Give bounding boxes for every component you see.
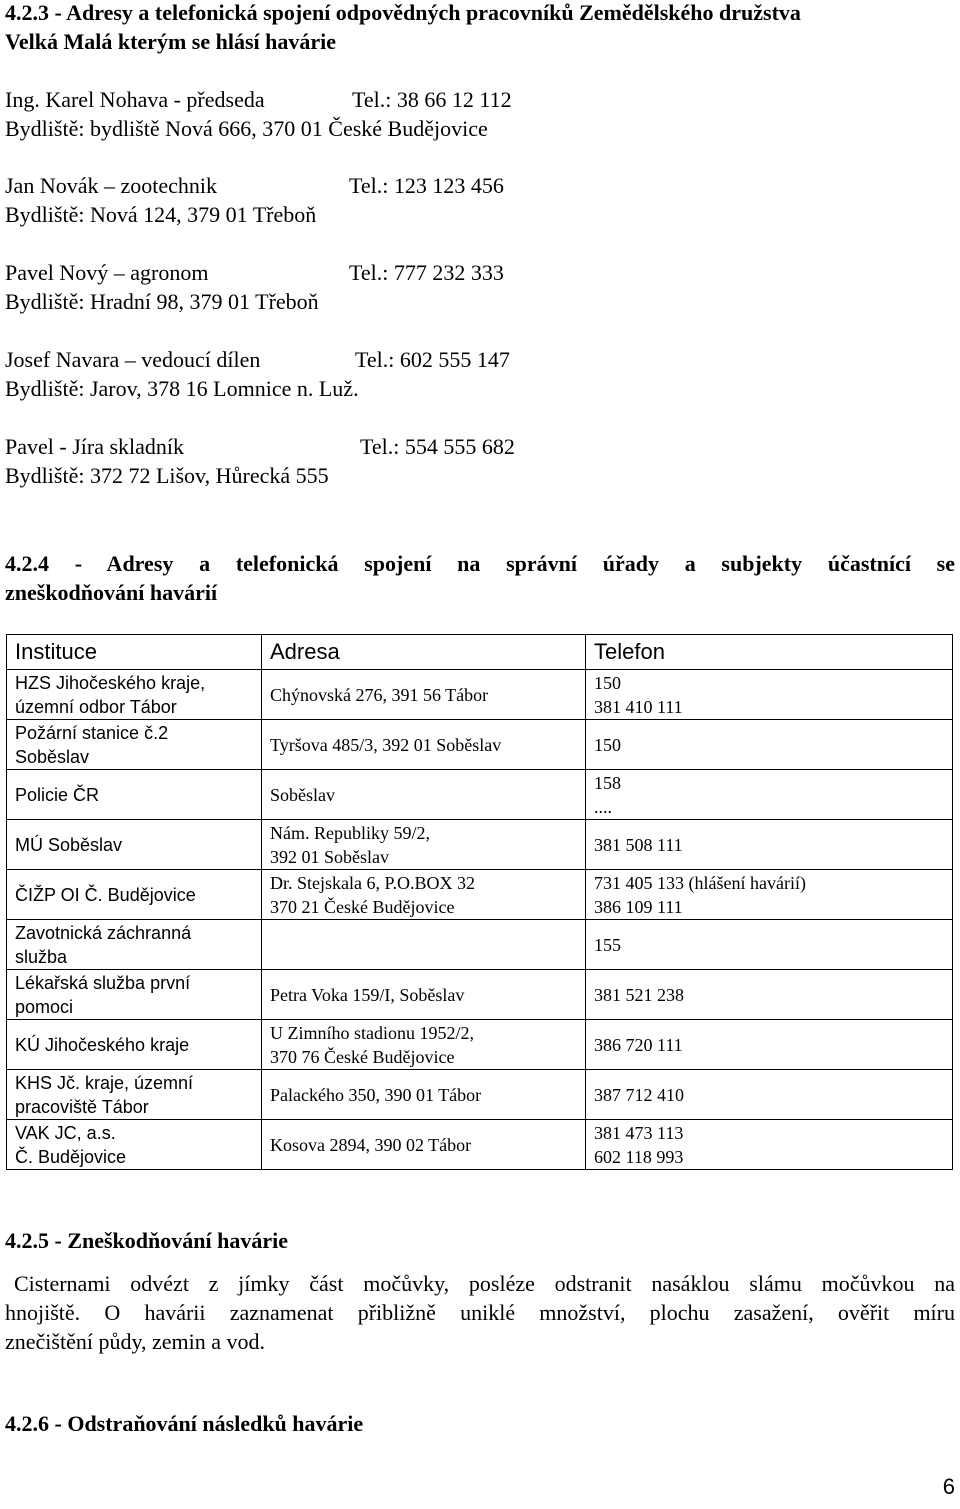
cell-instituce: MÚ Soběslav bbox=[7, 820, 262, 870]
cell-telefon: 150 bbox=[586, 720, 953, 770]
table-header-row bbox=[7, 635, 953, 670]
contact-address: Bydliště: bydliště Nová 666, 370 01 České Budějovice bbox=[5, 116, 488, 141]
cell-adresa: Dr. Stejskala 6, P.O.BOX 32 370 21 České Budějovice bbox=[262, 870, 586, 920]
column-header-telefon: Telefon bbox=[586, 635, 953, 670]
section-425-heading: 4.2.5 - Zneškodňování havárie bbox=[5, 1228, 288, 1253]
contact-tel: Tel.: 123 123 456 bbox=[349, 173, 504, 198]
contact-name: Jan Novák – zootechnik bbox=[5, 173, 217, 198]
cell-telefon: 150 381 410 111 bbox=[586, 670, 953, 720]
contact-address: Bydliště: 372 72 Lišov, Hůrecká 555 bbox=[5, 463, 329, 488]
cell-instituce: ČIŽP OI Č. Budějovice bbox=[7, 870, 262, 920]
contact-address: Bydliště: Hradní 98, 379 01 Třeboň bbox=[5, 289, 319, 314]
contact-name: Pavel Nový – agronom bbox=[5, 260, 209, 285]
cell-adresa bbox=[262, 920, 586, 970]
section-426-heading: 4.2.6 - Odstraňování následků havárie bbox=[5, 1411, 364, 1436]
institutions-table bbox=[6, 634, 953, 1170]
cell-telefon: 731 405 133 (hlášení havárií) 386 109 111 bbox=[586, 870, 953, 920]
cell-telefon: 386 720 111 bbox=[586, 1020, 953, 1070]
cell-adresa: Soběslav bbox=[262, 770, 586, 820]
cell-adresa: Tyršova 485/3, 392 01 Soběslav bbox=[262, 720, 586, 770]
contact-tel: Tel.: 554 555 682 bbox=[360, 434, 515, 459]
section-423-heading-line2: Velká Malá kterým se hlásí havárie bbox=[5, 29, 336, 54]
contact-address: Bydliště: Jarov, 378 16 Lomnice n. Luž. bbox=[5, 376, 359, 401]
table-row bbox=[7, 920, 953, 970]
column-header-instituce: Instituce bbox=[7, 635, 262, 670]
cell-instituce: Policie ČR bbox=[7, 770, 262, 820]
contact-name: Pavel - Jíra skladník bbox=[5, 434, 185, 459]
cell-adresa: Palackého 350, 390 01 Tábor bbox=[262, 1070, 586, 1120]
table-row bbox=[7, 1020, 953, 1070]
contact-name: Ing. Karel Nohava - předseda bbox=[5, 87, 265, 112]
cell-instituce: Lékařská služba první pomoci bbox=[7, 970, 262, 1020]
cell-adresa: U Zimního stadionu 1952/2, 370 76 České Budějovice bbox=[262, 1020, 586, 1070]
cell-telefon: 387 712 410 bbox=[586, 1070, 953, 1120]
table-row bbox=[7, 820, 953, 870]
contact-tel: Tel.: 777 232 333 bbox=[349, 260, 504, 285]
cell-instituce: KHS Jč. kraje, územní pracoviště Tábor bbox=[7, 1070, 262, 1120]
cell-instituce: HZS Jihočeského kraje, územní odbor Tábor bbox=[7, 670, 262, 720]
cell-instituce: KÚ Jihočeského kraje bbox=[7, 1020, 262, 1070]
section-425-paragraph-line1: Cisternami odvézt z jímky část močůvky, posléze odstranit nasáklou slámu močůvkou na bbox=[14, 1271, 955, 1296]
cell-telefon: 155 bbox=[586, 920, 953, 970]
section-425-paragraph-line3: znečištění půdy, zemin a vod. bbox=[5, 1329, 266, 1354]
table-row bbox=[7, 1120, 953, 1170]
column-header-adresa: Adresa bbox=[262, 635, 586, 670]
cell-adresa: Petra Voka 159/I, Soběslav bbox=[262, 970, 586, 1020]
cell-instituce: Zavotnická záchranná služba bbox=[7, 920, 262, 970]
cell-telefon: 158 .... bbox=[586, 770, 953, 820]
contact-tel: Tel.: 602 555 147 bbox=[355, 347, 510, 372]
table-row bbox=[7, 970, 953, 1020]
contact-name: Josef Navara – vedoucí dílen bbox=[5, 347, 261, 372]
table-row bbox=[7, 870, 953, 920]
cell-instituce: VAK JC, a.s. Č. Budějovice bbox=[7, 1120, 262, 1170]
page-number: 6 bbox=[942, 1474, 955, 1499]
section-424-heading-line1: 4.2.4 - Adresy a telefonická spojení na správní úřady a subjekty účastnící se bbox=[5, 551, 955, 576]
table-row bbox=[7, 720, 953, 770]
cell-telefon: 381 473 113 602 118 993 bbox=[586, 1120, 953, 1170]
contact-tel: Tel.: 38 66 12 112 bbox=[352, 87, 512, 112]
table-row bbox=[7, 770, 953, 820]
cell-instituce: Požární stanice č.2 Soběslav bbox=[7, 720, 262, 770]
contact-address: Bydliště: Nová 124, 379 01 Třeboň bbox=[5, 202, 317, 227]
cell-adresa: Kosova 2894, 390 02 Tábor bbox=[262, 1120, 586, 1170]
cell-adresa: Nám. Republiky 59/2, 392 01 Soběslav bbox=[262, 820, 586, 870]
table-row bbox=[7, 1070, 953, 1120]
section-423-heading-line1: 4.2.3 - Adresy a telefonická spojení odpovědných pracovníků Zemědělského družstva bbox=[5, 0, 801, 25]
cell-telefon: 381 521 238 bbox=[586, 970, 953, 1020]
section-425-paragraph-line2: hnojiště. O havárii zaznamenat přibližně uniklé množství, plochu zasažení, ověřit míru bbox=[5, 1300, 955, 1325]
cell-adresa: Chýnovská 276, 391 56 Tábor bbox=[262, 670, 586, 720]
section-424-heading-line2: zneškodňování havárií bbox=[5, 580, 218, 605]
cell-telefon: 381 508 111 bbox=[586, 820, 953, 870]
table-row bbox=[7, 670, 953, 720]
